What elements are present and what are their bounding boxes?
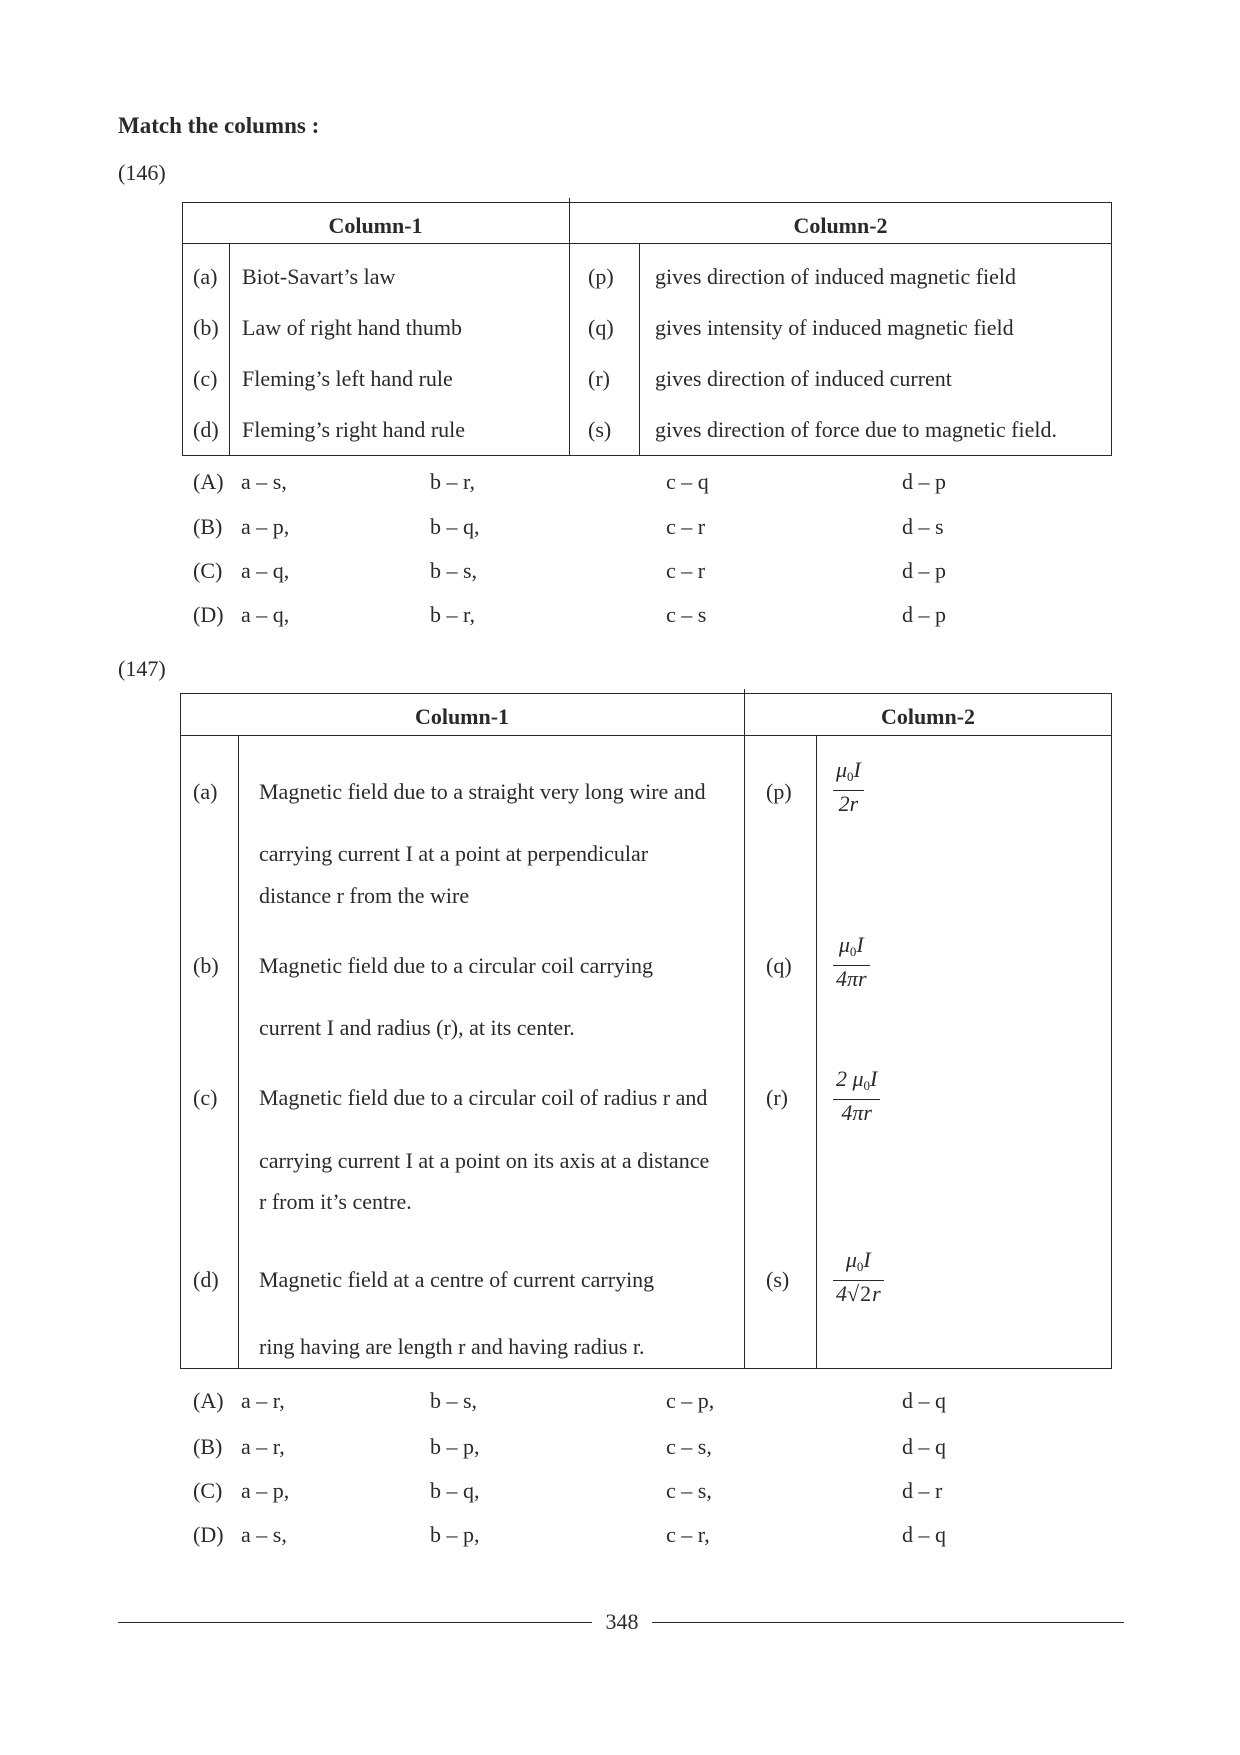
row-label: (b) — [193, 315, 219, 340]
table-147-col1-header: Column-1 — [414, 704, 510, 729]
row-text-line: distance r from the wire — [259, 883, 470, 908]
option-d: d – p — [902, 558, 946, 583]
option-b: b – p, — [430, 1434, 480, 1459]
option-label: (C) — [193, 558, 223, 583]
option-label: (B) — [193, 1434, 223, 1459]
footer-rule-left — [118, 1622, 592, 1623]
option-d: d – q — [902, 1434, 946, 1459]
row-text-line: Magnetic field due to a circular coil of radius r and — [259, 1085, 708, 1110]
option-b: b – q, — [430, 514, 480, 539]
option-b: b – r, — [430, 602, 475, 627]
option-label: (A) — [193, 1388, 224, 1413]
option-c: c – s, — [666, 1434, 712, 1459]
row-text-line: ring having are length r and having radius r. — [259, 1334, 645, 1359]
option-a: a – q, — [241, 558, 290, 583]
row-label: (q) — [766, 953, 792, 978]
row-label: (r) — [766, 1085, 788, 1110]
option-label: (B) — [193, 514, 223, 539]
table-146-col1-header: Column-1 — [328, 213, 423, 238]
option-b: b – s, — [430, 558, 478, 583]
option-d: d – p — [902, 469, 946, 494]
row-text: Law of right hand thumb — [242, 315, 462, 340]
option-b: b – s, — [430, 1388, 478, 1413]
row-label: (d) — [193, 1267, 219, 1292]
option-c: c – r — [666, 514, 706, 539]
option-c: c – r — [666, 558, 706, 583]
option-label: (D) — [193, 602, 224, 627]
row-text: gives direction of induced magnetic field — [655, 264, 1017, 289]
row-text-line: carrying current I at a point on its axis at a distance — [259, 1148, 710, 1173]
option-d: d – p — [902, 602, 946, 627]
table-146-col2-header: Column-2 — [793, 213, 888, 238]
row-text-line: Magnetic field due to a circular coil carrying — [259, 953, 653, 978]
option-a: a – p, — [241, 514, 290, 539]
option-label: (C) — [193, 1478, 223, 1503]
row-label: (b) — [193, 953, 219, 978]
option-c: c – s — [666, 602, 707, 627]
option-a: a – r, — [241, 1388, 285, 1413]
option-b: b – p, — [430, 1522, 480, 1547]
row-text-line: current I and radius (r), at its center. — [259, 1015, 575, 1040]
section-title: Match the columns : — [118, 113, 320, 138]
row-text: gives intensity of induced magnetic field — [655, 315, 1014, 340]
option-d: d – r — [902, 1478, 943, 1503]
option-c: c – p, — [666, 1388, 715, 1413]
row-label: (a) — [193, 264, 218, 289]
row-label: (c) — [193, 1085, 218, 1110]
option-label: (A) — [193, 469, 224, 494]
option-c: c – r, — [666, 1522, 710, 1547]
row-text: Fleming’s left hand rule — [242, 366, 453, 391]
formula: 2 $\mu_0I$ 4πr — [833, 1067, 880, 1125]
row-label: (p) — [588, 264, 614, 289]
row-text: gives direction of induced current — [655, 366, 952, 391]
option-label: (D) — [193, 1522, 224, 1547]
row-label: (s) — [766, 1267, 790, 1292]
question-147-number: (147) — [118, 656, 166, 681]
row-text-line: Magnetic field at a centre of current carrying — [259, 1267, 655, 1292]
option-a: a – p, — [241, 1478, 290, 1503]
row-text: Biot-Savart’s law — [242, 264, 396, 289]
option-a: a – s, — [241, 469, 287, 494]
row-label: (q) — [588, 315, 614, 340]
row-label: (r) — [588, 366, 610, 391]
row-label: (p) — [766, 779, 792, 804]
row-text: gives direction of force due to magnetic field. — [655, 417, 1057, 442]
formula: $\mu_0I$ 4√2r — [833, 1248, 884, 1306]
option-d: d – q — [902, 1522, 946, 1547]
row-label: (d) — [193, 417, 219, 442]
option-b: b – q, — [430, 1478, 480, 1503]
option-c: c – q — [666, 469, 709, 494]
option-c: c – s, — [666, 1478, 712, 1503]
row-text-line: Magnetic field due to a straight very long wire and — [259, 779, 706, 804]
row-text-line: r from it’s centre. — [259, 1189, 412, 1214]
row-label: (c) — [193, 366, 218, 391]
row-text-line: carrying current I at a point at perpendicular — [259, 841, 649, 866]
row-label: (a) — [193, 779, 218, 804]
option-d: d – s — [902, 514, 944, 539]
option-d: d – q — [902, 1388, 946, 1413]
option-a: a – s, — [241, 1522, 287, 1547]
formula: $\mu_0I$ 2r — [833, 758, 864, 816]
question-146-number: (146) — [118, 160, 166, 185]
formula: $\mu_0I$ 4πr — [833, 933, 870, 991]
row-text: Fleming’s right hand rule — [242, 417, 466, 442]
row-label: (s) — [588, 417, 612, 442]
table-147-col2-header: Column-2 — [880, 704, 976, 729]
page-number: 348 — [605, 1609, 639, 1634]
footer-rule-right — [652, 1622, 1124, 1623]
option-a: a – r, — [241, 1434, 285, 1459]
option-a: a – q, — [241, 602, 290, 627]
option-b: b – r, — [430, 469, 475, 494]
